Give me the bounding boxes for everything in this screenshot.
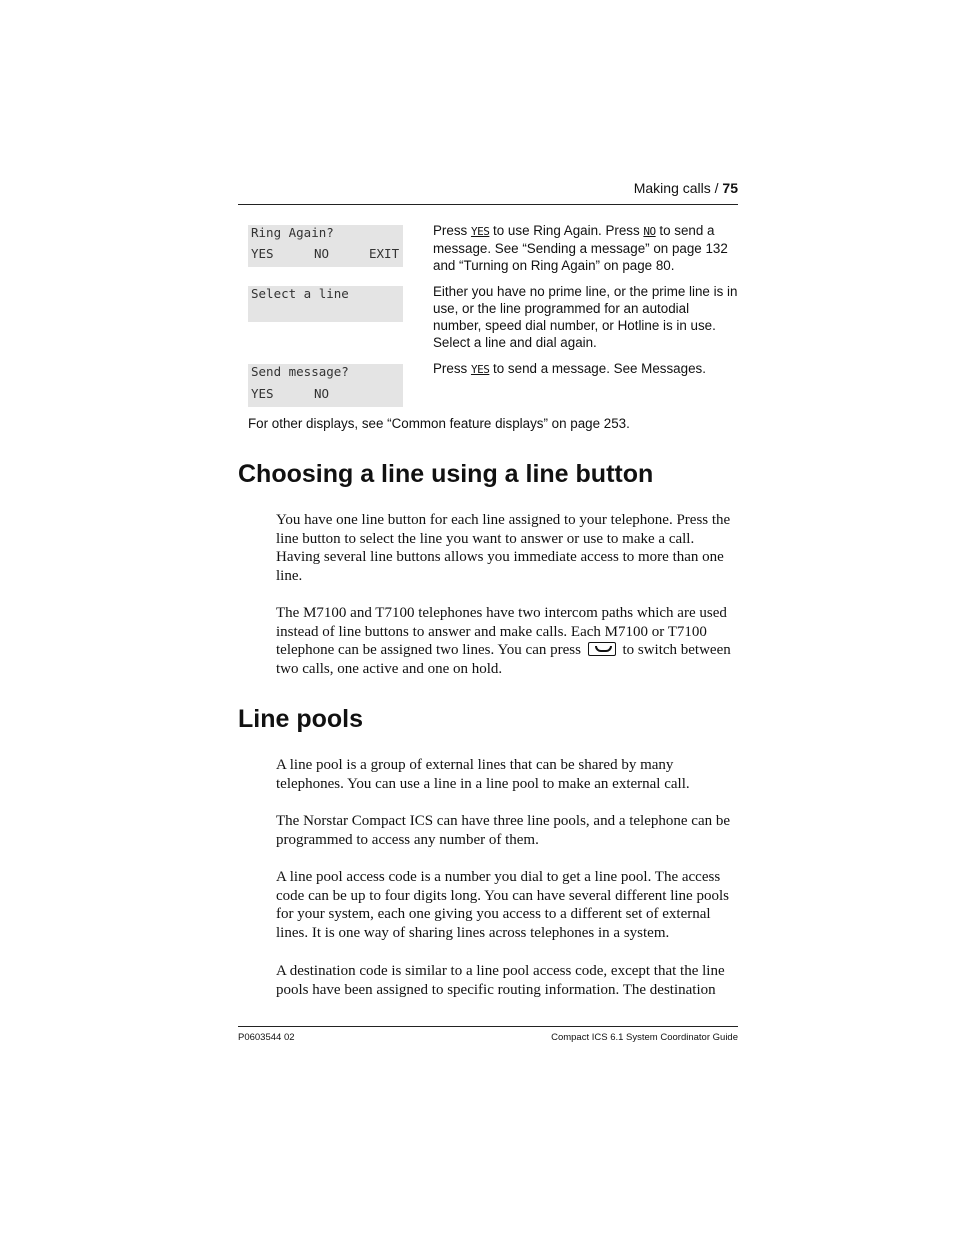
section-heading-line-button: Choosing a line using a line button [238,460,654,488]
running-header [238,180,738,205]
display-description-send-message [433,360,738,378]
desc-text: Press [433,223,471,238]
page-number: 75 [722,180,738,196]
lcd-line: Select a line [251,286,349,301]
paragraph-text: to switch between two calls, one active and one on hold. [276,642,731,678]
desc-text: to use Ring Again. Press [489,223,644,238]
running-footer [238,1026,738,1043]
hold-button-icon [588,642,616,656]
yes-key-label: YES [470,363,490,376]
display-description-ring-again [433,222,738,274]
paragraph: The Norstar Compact ICS can have three line pools, and a telephone can be programmed to access any number of them. [276,813,731,848]
paragraph [276,604,738,679]
paragraph: A line pool is a group of external lines that can be shared by many telephones. You can use a line in a line pool to make an external call. [276,757,690,792]
lcd-display-send-message [248,364,403,407]
other-displays-note: For other displays, see “Common feature displays” on page 253. [248,416,630,431]
desc-text: Press [433,361,471,376]
yes-key-label: YES [470,225,490,238]
header-text [634,180,738,196]
desc-text: to send a message. See Messages. [489,361,706,376]
softkey-yes[interactable]: YES [251,246,274,261]
no-key-label: NO [643,225,656,238]
paragraph: A line pool access code is a number you dial to get a line pool. The access code can be up to four digits long. You can have several different line pools for your system, each one giving you access to a different set of external lines. It is one way of sharing lines across telephones in a system. [276,869,729,942]
lcd-line: Ring Again? [251,225,334,240]
display-description-select-line [433,283,738,351]
desc-text: Either you have no prime line, or the prime line is in use, or the line programmed for an autodial number, speed dial number, or Hotline is in use. Select a line and dial again. [433,284,738,350]
softkey-exit[interactable]: EXIT [369,246,400,261]
softkey-yes[interactable]: YES [251,386,274,401]
document-number: P0603544 02 [238,1032,295,1043]
lcd-line: Send message? [251,364,349,379]
header-section: Making calls / [633,180,719,196]
paragraph: A destination code is similar to a line pool access code, except that the line pools have been assigned to specific routing information. The destination [276,963,725,998]
softkey-no[interactable]: NO [314,386,330,401]
document-title: Compact ICS 6.1 System Coordinator Guide [551,1032,738,1043]
lcd-display-ring-again [248,225,403,267]
desc-text: to send a message. See “Sending a message” on page 132 and “Turning on Ring Again” on page 80. [433,223,728,273]
lcd-display-select-line [248,286,403,322]
section-heading-line-pools: Line pools [238,705,363,733]
paragraph: You have one line button for each line assigned to your telephone. Press the line button to select the line you want to answer or use to make a call. Having several line buttons allows you immediate access to more than one line. [276,512,731,585]
softkey-no[interactable]: NO [314,246,330,261]
paragraph-text: The M7100 and T7100 telephones have two intercom paths which are used instead of line buttons to answer and make calls. Each M7100 or T7100 telephone can be assigned two lines. You can press [276,605,727,659]
